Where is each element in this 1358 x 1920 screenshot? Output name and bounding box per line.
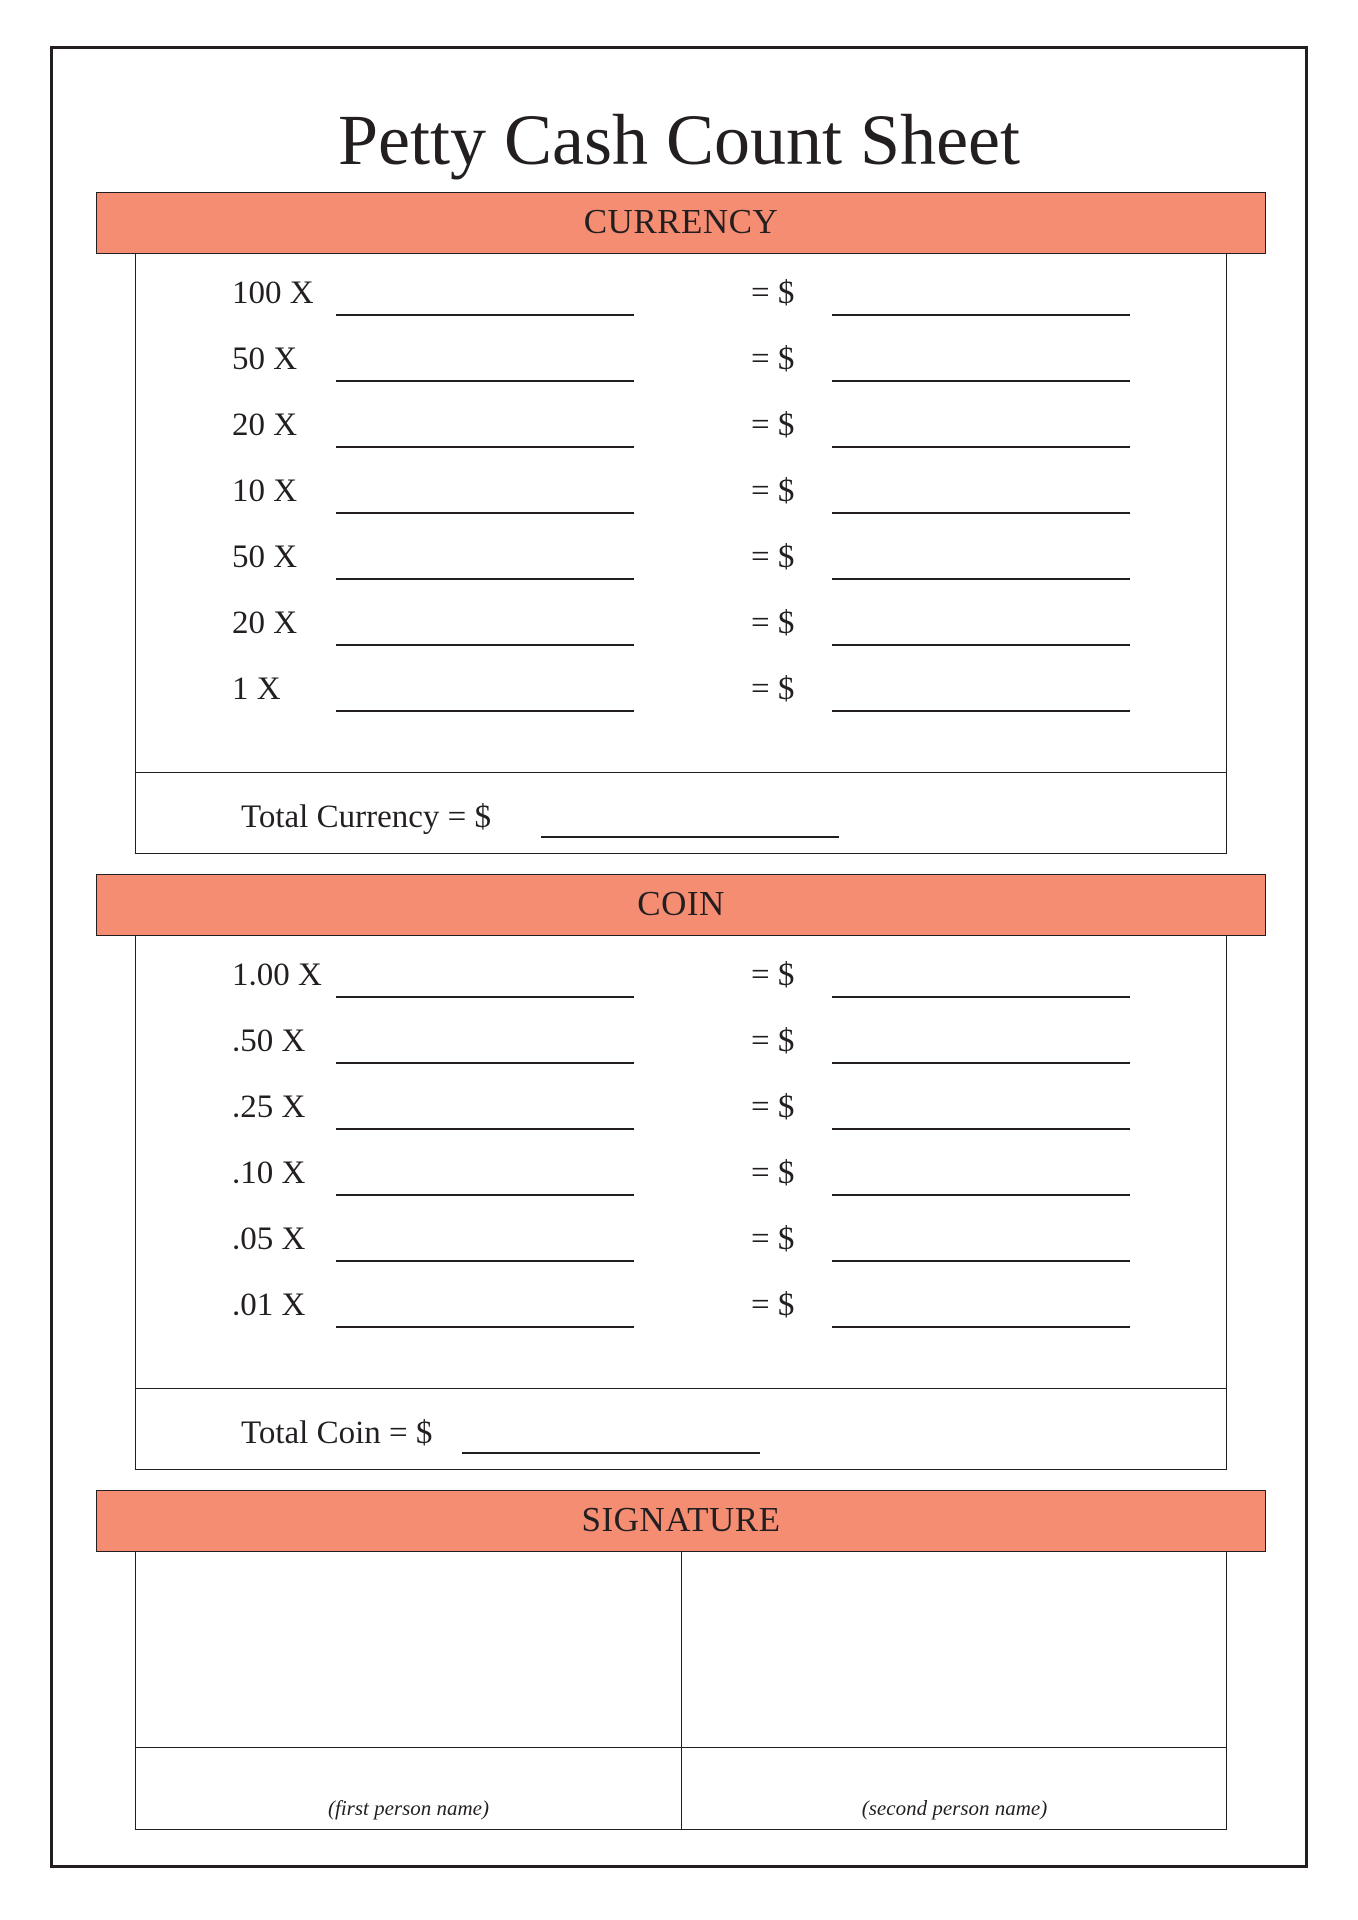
coin-row-0-50 <box>136 1024 1226 1064</box>
denomination-label: 1.00 X <box>232 957 322 993</box>
denomination-label: .01 X <box>232 1287 306 1323</box>
signature-section <box>135 1552 1227 1830</box>
count-field[interactable] <box>336 710 634 712</box>
count-field[interactable] <box>336 380 634 382</box>
equals-dollar-label: = $ <box>751 957 795 993</box>
denomination-label: .10 X <box>232 1155 306 1191</box>
coin-section <box>135 936 1227 1470</box>
equals-dollar-label: = $ <box>751 1287 795 1323</box>
amount-field[interactable] <box>832 996 1130 998</box>
total-currency-field[interactable] <box>541 836 839 838</box>
denomination-label: 20 X <box>232 605 298 641</box>
amount-field[interactable] <box>832 1194 1130 1196</box>
amount-field[interactable] <box>832 1128 1130 1130</box>
coin-row-1-00 <box>136 958 1226 998</box>
currency-row-100 <box>136 276 1226 316</box>
currency-row-20 <box>136 408 1226 448</box>
count-field[interactable] <box>336 314 634 316</box>
amount-field[interactable] <box>832 710 1130 712</box>
equals-dollar-label: = $ <box>751 1023 795 1059</box>
amount-field[interactable] <box>832 446 1130 448</box>
currency-row-50b <box>136 540 1226 580</box>
denomination-label: .50 X <box>232 1023 306 1059</box>
second-signature-area[interactable] <box>682 1552 1227 1747</box>
currency-section-header: CURRENCY <box>96 192 1266 254</box>
equals-dollar-label: = $ <box>751 341 795 377</box>
total-coin-row <box>136 1410 1226 1454</box>
equals-dollar-label: = $ <box>751 473 795 509</box>
count-field[interactable] <box>336 644 634 646</box>
count-field[interactable] <box>336 512 634 514</box>
currency-row-1 <box>136 672 1226 712</box>
currency-section <box>135 254 1227 854</box>
coin-row-0-10 <box>136 1156 1226 1196</box>
signature-section-header: SIGNATURE <box>96 1490 1266 1552</box>
coin-row-0-25 <box>136 1090 1226 1130</box>
count-field[interactable] <box>336 1260 634 1262</box>
equals-dollar-label: = $ <box>751 407 795 443</box>
denomination-label: 20 X <box>232 407 298 443</box>
equals-dollar-label: = $ <box>751 1155 795 1191</box>
divider <box>136 772 1226 773</box>
first-signature-area[interactable] <box>136 1552 681 1747</box>
count-field[interactable] <box>336 446 634 448</box>
equals-dollar-label: = $ <box>751 275 795 311</box>
currency-row-50 <box>136 342 1226 382</box>
amount-field[interactable] <box>832 380 1130 382</box>
amount-field[interactable] <box>832 314 1130 316</box>
first-person-name-caption: (first person name) <box>328 1796 489 1820</box>
denomination-label: 1 X <box>232 671 281 707</box>
count-field[interactable] <box>336 1194 634 1196</box>
count-field[interactable] <box>336 996 634 998</box>
divider <box>136 1388 1226 1389</box>
amount-field[interactable] <box>832 1260 1130 1262</box>
denomination-label: 100 X <box>232 275 314 311</box>
total-currency-label: Total Currency = $ <box>241 799 491 835</box>
amount-field[interactable] <box>832 578 1130 580</box>
equals-dollar-label: = $ <box>751 1221 795 1257</box>
amount-field[interactable] <box>832 644 1130 646</box>
amount-field[interactable] <box>832 1326 1130 1328</box>
count-field[interactable] <box>336 1128 634 1130</box>
total-currency-row <box>136 794 1226 838</box>
total-coin-label: Total Coin = $ <box>241 1415 433 1451</box>
denomination-label: .05 X <box>232 1221 306 1257</box>
divider <box>136 1747 1226 1748</box>
total-coin-field[interactable] <box>462 1452 760 1454</box>
coin-row-0-05 <box>136 1222 1226 1262</box>
equals-dollar-label: = $ <box>751 1089 795 1125</box>
page-title: Petty Cash Count Sheet <box>338 100 1020 180</box>
second-person-name-caption: (second person name) <box>861 1796 1048 1820</box>
denomination-label: 50 X <box>232 341 298 377</box>
coin-row-0-01 <box>136 1288 1226 1328</box>
amount-field[interactable] <box>832 1062 1130 1064</box>
equals-dollar-label: = $ <box>751 539 795 575</box>
coin-section-header: COIN <box>96 874 1266 936</box>
count-field[interactable] <box>336 1062 634 1064</box>
equals-dollar-label: = $ <box>751 671 795 707</box>
currency-row-20b <box>136 606 1226 646</box>
count-field[interactable] <box>336 578 634 580</box>
equals-dollar-label: = $ <box>751 605 795 641</box>
currency-row-10 <box>136 474 1226 514</box>
denomination-label: 10 X <box>232 473 298 509</box>
denomination-label: .25 X <box>232 1089 306 1125</box>
denomination-label: 50 X <box>232 539 298 575</box>
count-field[interactable] <box>336 1326 634 1328</box>
amount-field[interactable] <box>832 512 1130 514</box>
